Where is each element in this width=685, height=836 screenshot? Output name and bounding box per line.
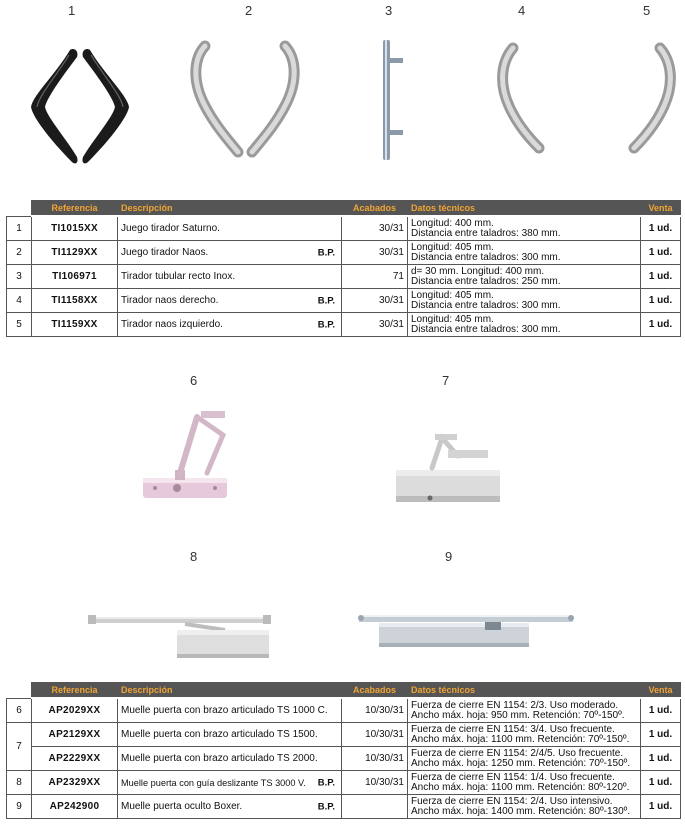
- row-description: [118, 289, 342, 313]
- row-index: 3: [7, 265, 32, 289]
- row-venta: 1 ud.: [641, 265, 681, 289]
- row-venta: 1 ud.: [641, 771, 681, 795]
- table-row: [7, 265, 681, 289]
- row-index: 4: [7, 289, 32, 313]
- description-text: Juego tirador Naos.: [121, 247, 209, 258]
- bp-badge: B.P.: [317, 319, 335, 330]
- row-reference: TI1015XX: [32, 216, 118, 241]
- row-index: 6: [7, 698, 32, 723]
- tech-line-1: Fuerza de cierre EN 1154: 2/4/5. Uso frecuente.: [411, 747, 624, 759]
- tech-line-1: Longitud: 405 mm.: [411, 313, 494, 325]
- header-blank: [7, 682, 32, 698]
- row-acabados: 30/31: [342, 289, 408, 313]
- table-row: [7, 241, 681, 265]
- row-acabados: 10/30/31: [342, 698, 408, 723]
- handles-table: [6, 200, 681, 337]
- row-index: 1: [7, 216, 32, 241]
- tech-line-2: Distancia entre taladros: 300 mm.: [411, 299, 561, 311]
- bp-badge: B.P.: [317, 247, 335, 258]
- description-text: Tirador naos izquierdo.: [121, 319, 223, 330]
- row-description: [118, 265, 342, 289]
- row-datos-tecnicos: [408, 795, 641, 819]
- table-row: [7, 795, 681, 819]
- row-description: [118, 795, 342, 819]
- product-number-8: 8: [190, 549, 198, 564]
- row-index: 8: [7, 771, 32, 795]
- row-reference: TI1158XX: [32, 289, 118, 313]
- row-description: [118, 747, 342, 771]
- header-venta: Venta: [641, 682, 681, 698]
- header-acabados: Acabados: [342, 200, 408, 216]
- tech-line-2: Distancia entre taladros: 250 mm.: [411, 275, 561, 287]
- product-number-7: 7: [442, 373, 450, 388]
- row-datos-tecnicos: [408, 289, 641, 313]
- ts3000-door-closer-image: [85, 610, 275, 665]
- row-acabados: 30/31: [342, 313, 408, 337]
- row-venta: 1 ud.: [641, 216, 681, 241]
- table-row: [7, 289, 681, 313]
- row-reference: AP2129XX: [32, 723, 118, 747]
- tech-line-1: Longitud: 400 mm.: [411, 217, 494, 229]
- table-header: [7, 200, 681, 216]
- tech-line-2: Ancho máx. hoja: 1100 mm. Retención: 70º-150º.: [411, 733, 630, 745]
- row-description: [118, 216, 342, 241]
- row-venta: 1 ud.: [641, 723, 681, 747]
- row-description: [118, 723, 342, 747]
- row-reference: AP2029XX: [32, 698, 118, 723]
- row-index: 9: [7, 795, 32, 819]
- row-acabados: 10/30/31: [342, 771, 408, 795]
- boxer-door-closer-image: [355, 612, 577, 654]
- bp-badge: B.P.: [317, 777, 335, 788]
- row-description: [118, 771, 342, 795]
- row-acabados: [342, 795, 408, 819]
- row-index: 7: [7, 723, 32, 771]
- row-reference: AP242900: [32, 795, 118, 819]
- tech-line-2: Ancho máx. hoja: 1100 mm. Retención: 80º-120º.: [411, 781, 630, 793]
- row-acabados: 30/31: [342, 216, 408, 241]
- row-description: [118, 241, 342, 265]
- header-descripcion: Descripción: [118, 682, 342, 698]
- row-datos-tecnicos: [408, 723, 641, 747]
- tech-line-1: Fuerza de cierre EN 1154: 2/3. Uso moderado.: [411, 699, 619, 711]
- row-venta: 1 ud.: [641, 698, 681, 723]
- description-text: Muelle puerta oculto Boxer.: [121, 801, 243, 812]
- header-referencia: Referencia: [32, 200, 118, 216]
- row-acabados: 10/30/31: [342, 723, 408, 747]
- product-number-3: 3: [385, 3, 393, 18]
- tech-line-2: Ancho máx. hoja: 1400 mm. Retención: 80º-130º.: [411, 805, 631, 817]
- header-datos-tecnicos: Datos técnicos: [408, 682, 641, 698]
- tech-line-1: Longitud: 405 mm.: [411, 241, 494, 253]
- header-venta: Venta: [641, 200, 681, 216]
- naos-left-handle-image: [618, 42, 678, 157]
- row-venta: 1 ud.: [641, 241, 681, 265]
- header-descripcion: Descripción: [118, 200, 342, 216]
- product-number-6: 6: [190, 373, 198, 388]
- row-index: 2: [7, 241, 32, 265]
- row-description: [118, 698, 342, 723]
- description-text: Tirador tubular recto Inox.: [121, 271, 236, 282]
- header-datos-tecnicos: Datos técnicos: [408, 200, 641, 216]
- row-reference: AP2229XX: [32, 747, 118, 771]
- row-venta: 1 ud.: [641, 747, 681, 771]
- table-row: [7, 747, 681, 771]
- row-venta: 1 ud.: [641, 289, 681, 313]
- description-text: Muelle puerta con brazo articulado TS 2000.: [121, 753, 318, 764]
- row-venta: 1 ud.: [641, 313, 681, 337]
- description-text: Tirador naos derecho.: [121, 295, 219, 306]
- door-closers-table: [6, 682, 681, 819]
- tech-line-2: Distancia entre taladros: 300 mm.: [411, 251, 561, 263]
- table-row: [7, 698, 681, 723]
- tubular-handle-image: [375, 38, 410, 163]
- row-reference: TI106971: [32, 265, 118, 289]
- product-number-5: 5: [643, 3, 651, 18]
- table-header: [7, 682, 681, 698]
- product-number-9: 9: [445, 549, 453, 564]
- row-index: 5: [7, 313, 32, 337]
- product-number-2: 2: [245, 3, 253, 18]
- header-acabados: Acabados: [342, 682, 408, 698]
- row-datos-tecnicos: [408, 216, 641, 241]
- tech-line-2: Ancho máx. hoja: 1250 mm. Retención: 70º-150º.: [411, 757, 631, 769]
- table-row: [7, 723, 681, 747]
- tech-line-1: d= 30 mm. Longitud: 400 mm.: [411, 265, 545, 277]
- row-description: [118, 313, 342, 337]
- saturno-handle-pair-image: [25, 45, 135, 170]
- tech-line-2: Ancho máx. hoja: 950 mm. Retención: 70º-150º.: [411, 709, 625, 721]
- row-acabados: 71: [342, 265, 408, 289]
- row-datos-tecnicos: [408, 241, 641, 265]
- row-datos-tecnicos: [408, 698, 641, 723]
- row-datos-tecnicos: [408, 265, 641, 289]
- product-number-1: 1: [68, 3, 76, 18]
- row-reference: TI1129XX: [32, 241, 118, 265]
- tech-line-1: Fuerza de cierre EN 1154: 1/4. Uso frecuente.: [411, 771, 615, 783]
- naos-handle-pair-image: [190, 40, 300, 160]
- naos-right-handle-image: [495, 42, 555, 157]
- ts1000-door-closer-image: [135, 405, 250, 505]
- header-blank: [7, 200, 32, 216]
- row-datos-tecnicos: [408, 771, 641, 795]
- row-acabados: 10/30/31: [342, 747, 408, 771]
- tech-line-2: Distancia entre taladros: 300 mm.: [411, 323, 561, 335]
- ts1500-door-closer-image: [390, 428, 510, 508]
- row-acabados: 30/31: [342, 241, 408, 265]
- tech-line-1: Fuerza de cierre EN 1154: 2/4. Uso intensivo.: [411, 795, 613, 807]
- bp-badge: B.P.: [317, 295, 335, 306]
- tech-line-1: Fuerza de cierre EN 1154: 3/4. Uso frecuente.: [411, 723, 615, 735]
- row-datos-tecnicos: [408, 747, 641, 771]
- tech-line-2: Distancia entre taladros: 380 mm.: [411, 227, 561, 239]
- description-text: Muelle puerta con brazo articulado TS 1000 C.: [121, 705, 328, 716]
- tech-line-1: Longitud: 405 mm.: [411, 289, 494, 301]
- row-reference: TI1159XX: [32, 313, 118, 337]
- product-number-4: 4: [518, 3, 526, 18]
- table-row: [7, 771, 681, 795]
- row-reference: AP2329XX: [32, 771, 118, 795]
- row-datos-tecnicos: [408, 313, 641, 337]
- table-row: [7, 216, 681, 241]
- header-referencia: Referencia: [32, 682, 118, 698]
- bp-badge: B.P.: [317, 801, 335, 812]
- description-text: Muelle puerta con guía deslizante TS 3000 V.: [121, 777, 306, 788]
- row-venta: 1 ud.: [641, 795, 681, 819]
- description-text: Juego tirador Saturno.: [121, 223, 220, 234]
- description-text: Muelle puerta con brazo articulado TS 1500.: [121, 729, 318, 740]
- table-row: [7, 313, 681, 337]
